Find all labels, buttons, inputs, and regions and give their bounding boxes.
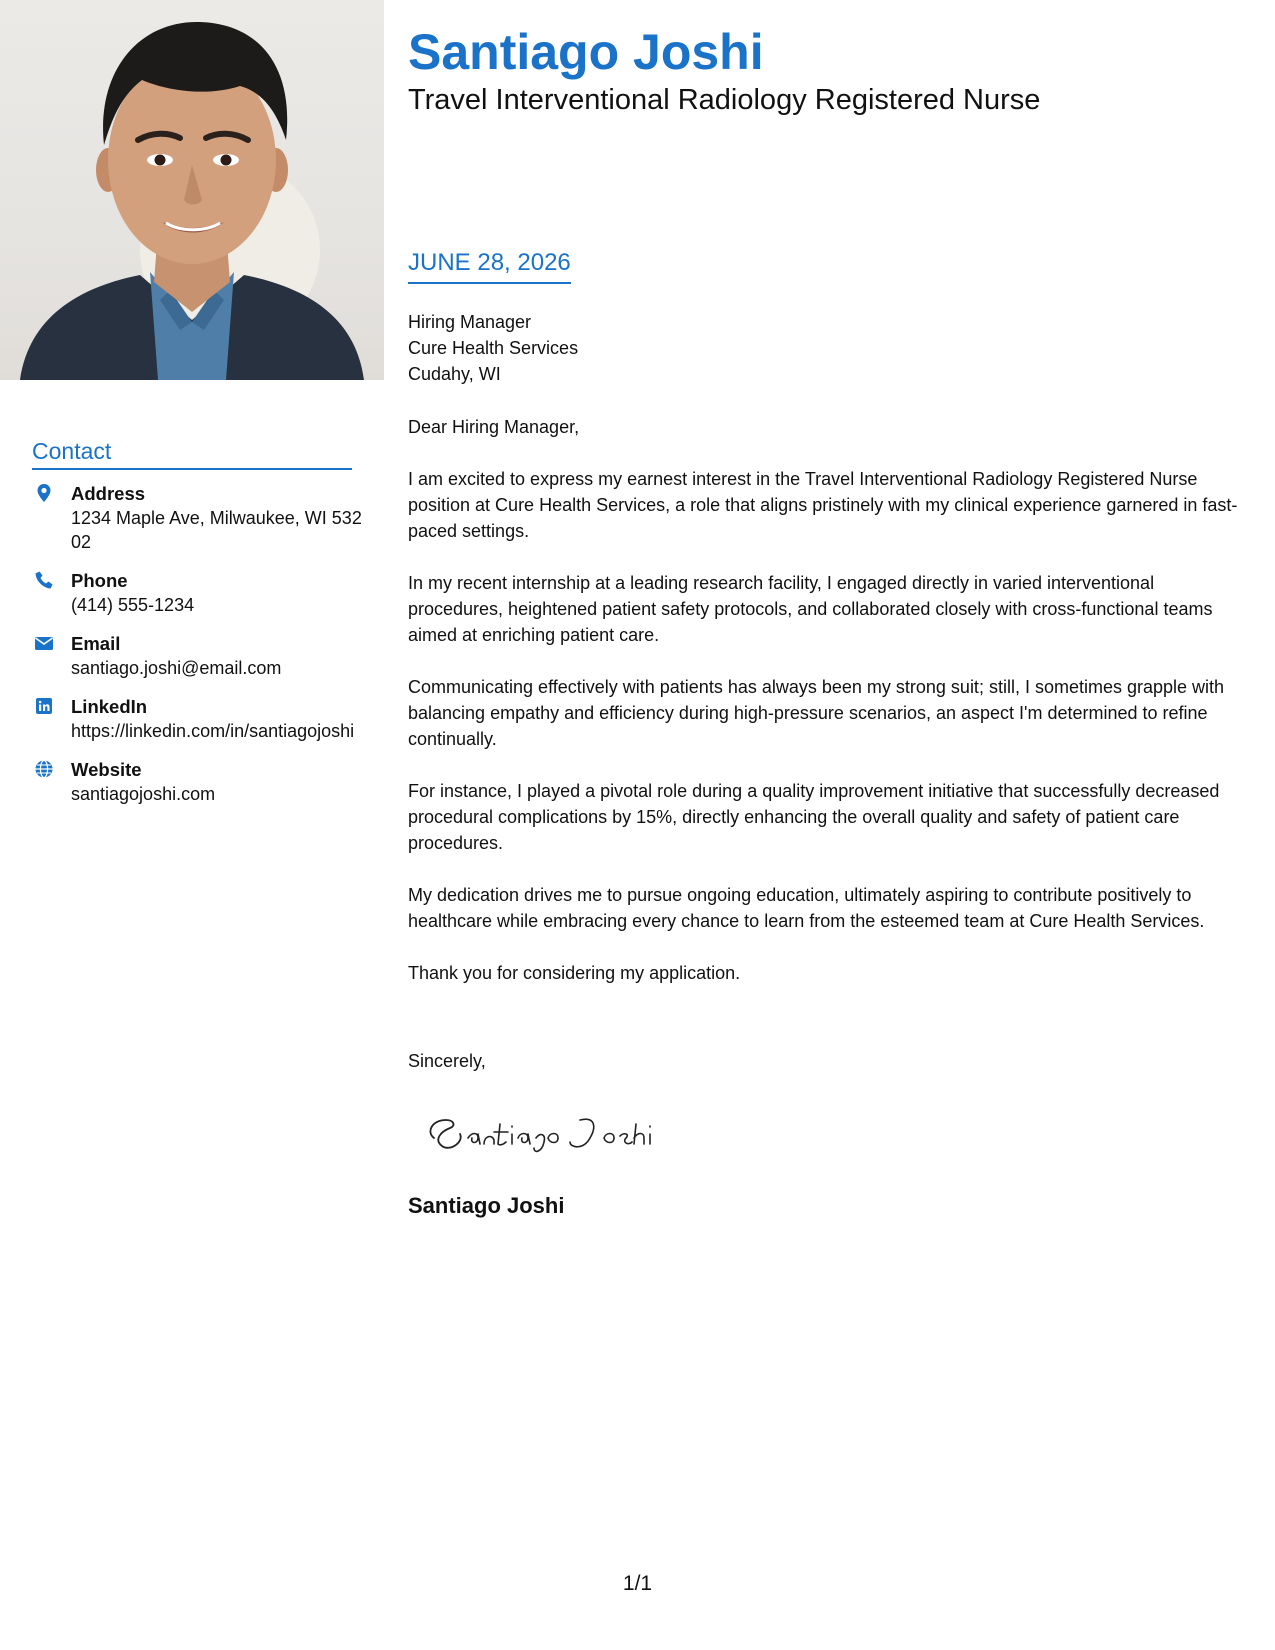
- letter-date: JUNE 28, 2026: [408, 248, 571, 284]
- contact-label: Phone: [71, 570, 128, 591]
- letter-paragraph: Thank you for considering my application.: [408, 963, 741, 983]
- profile-photo-illustration: [0, 0, 384, 380]
- contact-item-linkedin: [32, 695, 362, 743]
- contact-label: Website: [71, 759, 142, 780]
- profile-photo: [0, 0, 384, 380]
- map-pin-icon: [34, 483, 54, 503]
- linkedin-icon: [34, 696, 54, 716]
- letter-paragraph: For instance, I played a pivotal role during a quality improvement initiative that successfully decreased procedural complications by 15%, directly enhancing the overall quality and safety of patient care procedures.: [408, 781, 1220, 853]
- recipient-block: [408, 309, 578, 387]
- letter-body: [408, 414, 1243, 1012]
- contact-item-address: [32, 482, 362, 554]
- email-value[interactable]: santiago.joshi@email.com: [71, 658, 282, 678]
- sidebar: [0, 0, 384, 1650]
- salutation: Dear Hiring Manager,: [408, 417, 580, 437]
- contact-heading: Contact: [32, 438, 352, 470]
- page-number: 1/1: [622, 1572, 653, 1595]
- contact-list: [32, 482, 362, 821]
- recipient-line: Cure Health Services: [408, 338, 579, 358]
- contact-item-phone: [32, 569, 362, 617]
- letter-paragraph: Communicating effectively with patients has always been my strong suit; still, I sometimes grapple with balancing empathy and efficiency during high-pressure scenarios, an aspect I'm determined to refine continually.: [408, 677, 1225, 749]
- recipient-line: Cudahy, WI: [408, 364, 501, 384]
- contact-item-email: [32, 632, 362, 680]
- contact-label: Email: [71, 633, 121, 654]
- contact-label: Address: [71, 483, 146, 504]
- phone-value: (414) 555-1234: [71, 595, 195, 615]
- contact-item-website: [32, 758, 362, 806]
- handwritten-signature: [420, 1098, 660, 1158]
- signer-name: Santiago Joshi: [408, 1193, 565, 1218]
- closing: Sincerely,: [408, 1051, 486, 1071]
- contact-label: LinkedIn: [71, 696, 148, 717]
- website-value[interactable]: santiagojoshi.com: [71, 784, 216, 804]
- recipient-line: Hiring Manager: [408, 312, 532, 332]
- phone-icon: [34, 570, 54, 590]
- address-value: 1234 Maple Ave, Milwaukee, WI 53202: [71, 508, 362, 552]
- letter-paragraph: In my recent internship at a leading research facility, I engaged directly in varied interventional procedures, heightened patient safety protocols, and collaborated closely with cross-functional teams aimed at enriching patient care.: [408, 573, 1213, 645]
- signature-drawing: [420, 1098, 660, 1158]
- letter-paragraph: My dedication drives me to pursue ongoing education, ultimately aspiring to contribute positively to healthcare while embracing every chance to learn from the esteemed team at Cure Health Services.: [408, 885, 1205, 931]
- letter-paragraph: I am excited to express my earnest interest in the Travel Interventional Radiology Registered Nurse position at Cure Health Services, a role that aligns pristinely with my clinical experience garnered in fast-paced settings.: [408, 469, 1238, 541]
- envelope-icon: [34, 633, 54, 653]
- linkedin-value[interactable]: https://linkedin.com/in/santiagojoshi: [71, 721, 355, 741]
- applicant-name: Santiago Joshi: [408, 24, 764, 80]
- job-title: Travel Interventional Radiology Registered Nurse: [408, 84, 1041, 116]
- globe-icon: [34, 759, 54, 779]
